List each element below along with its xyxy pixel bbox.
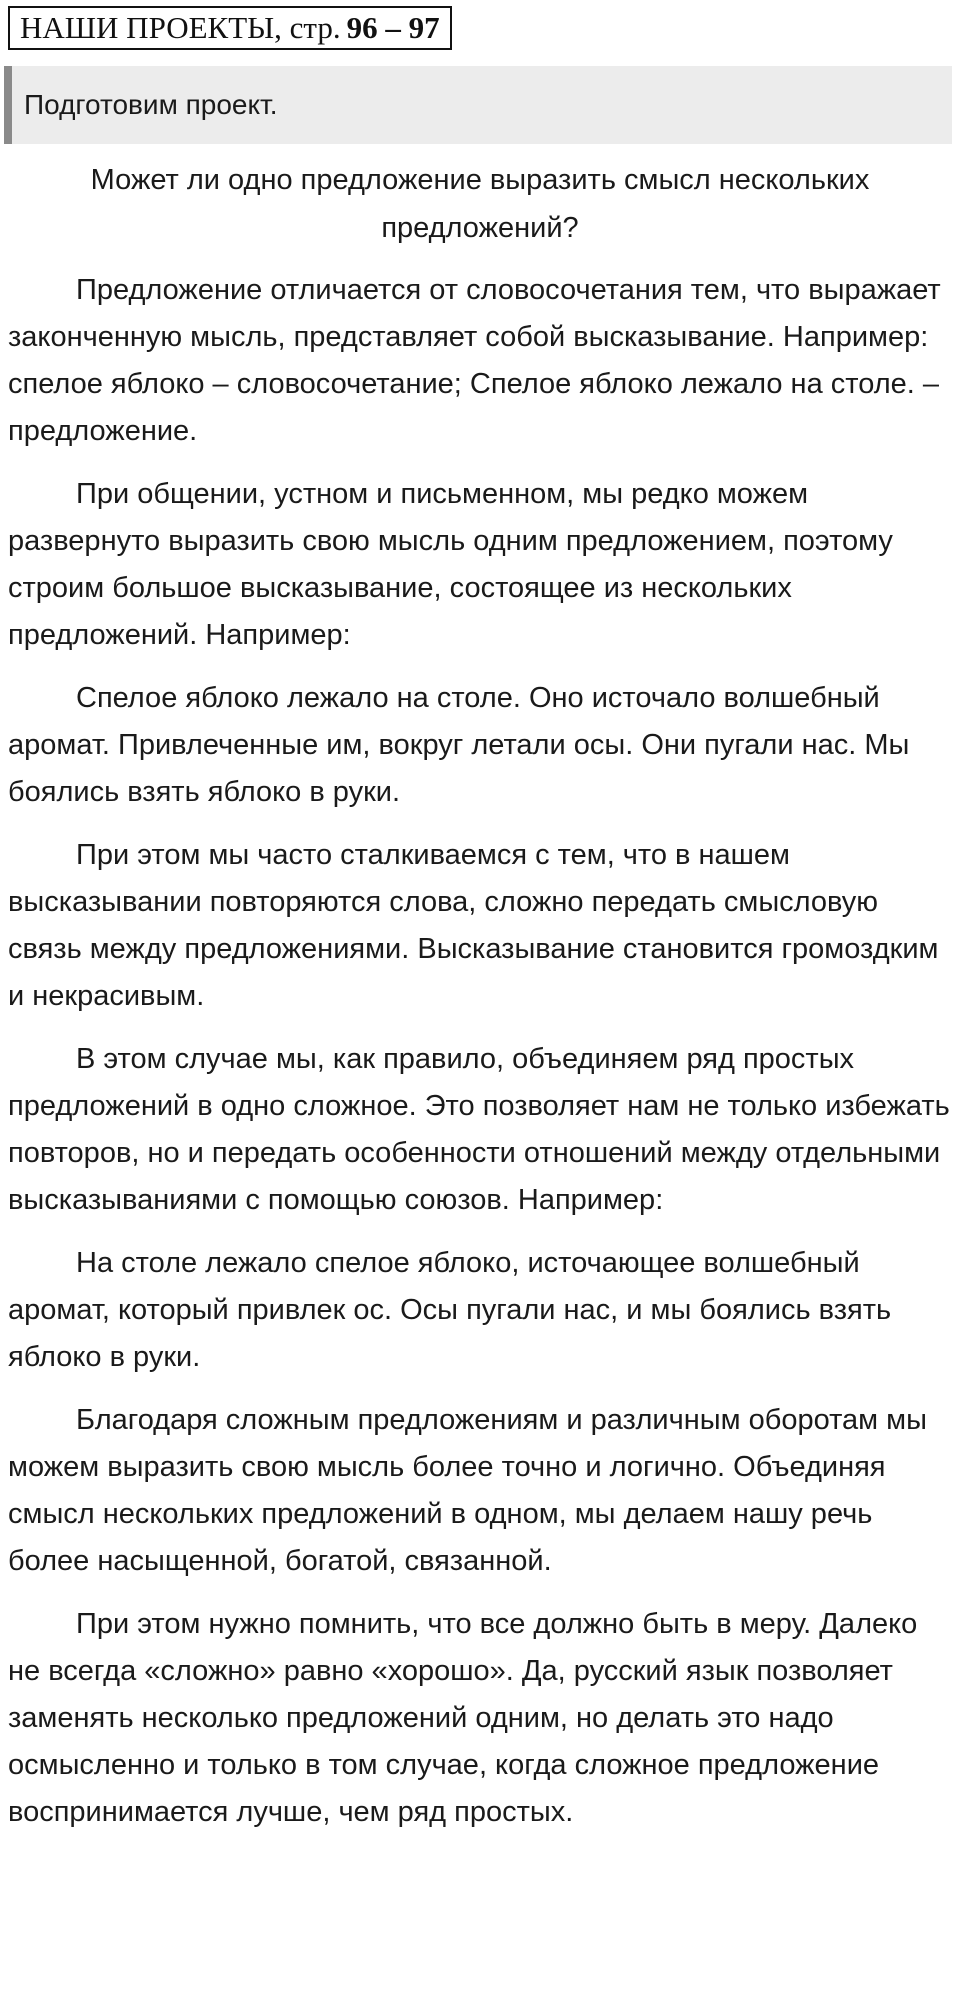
task-banner [4,66,952,144]
paragraph-2: При общении, устном и письменном, мы редко можем развернуто выразить свою мысль одним предложением, поэтому строим большое высказывание, состоящее из нескольких предложений. Например: [8,478,893,651]
task-label: Подготовим проект. [24,89,278,120]
paragraph-8: При этом нужно помнить, что все должно быть в меру. Далеко не всегда «сложно» равно «хорошо». Да, русский язык позволяет заменять несколько предложений одним, но делать это надо осмысленно и только в том случае, когда сложное предложение воспринимается лучше, чем ряд простых. [8,1608,918,1828]
body-text [8,267,952,1852]
section-title: НАШИ ПРОЕКТЫ, стр. [20,10,341,45]
paragraph-4: При этом мы часто сталкиваемся с тем, что в нашем высказывании повторяются слова, сложно передать смысловую связь между предложениями. Высказывание становится громоздким и некрасивым. [8,839,939,1012]
paragraph-5: В этом случае мы, как правило, объединяем ряд простых предложений в одно сложное. Это позволяет нам не только избежать повторов, но и передать особенности отношений между отдельными высказываниями с помощью союзов. Например: [8,1043,950,1216]
paragraph-6: На столе лежало спелое яблоко, источающее волшебный аромат, который привлек ос. Осы пугали нас, и мы боялись взять яблоко в руки. [8,1247,892,1373]
question-heading: Может ли одно предложение выразить смысл нескольких предложений? [90,164,870,244]
paragraph-3: Спелое яблоко лежало на столе. Оно источало волшебный аромат. Привлеченные им, вокруг летали осы. Они пугали нас. Мы боялись взять яблоко в руки. [8,682,910,808]
paragraph-1: Предложение отличается от словосочетания тем, что выражает законченную мысль, представляет собой высказывание. Например: спелое яблоко – словосочетание; Спелое яблоко лежало на столе. – предложение. [8,274,941,447]
paragraph-7: Благодаря сложным предложениям и различным оборотам мы можем выразить свою мысль более точно и логично. Объединяя смысл нескольких предложений в одном, мы делаем нашу речь более насыщенной, богатой, связанной. [8,1404,927,1577]
section-page-range: 96 – 97 [346,10,440,45]
section-title-box [8,6,452,50]
